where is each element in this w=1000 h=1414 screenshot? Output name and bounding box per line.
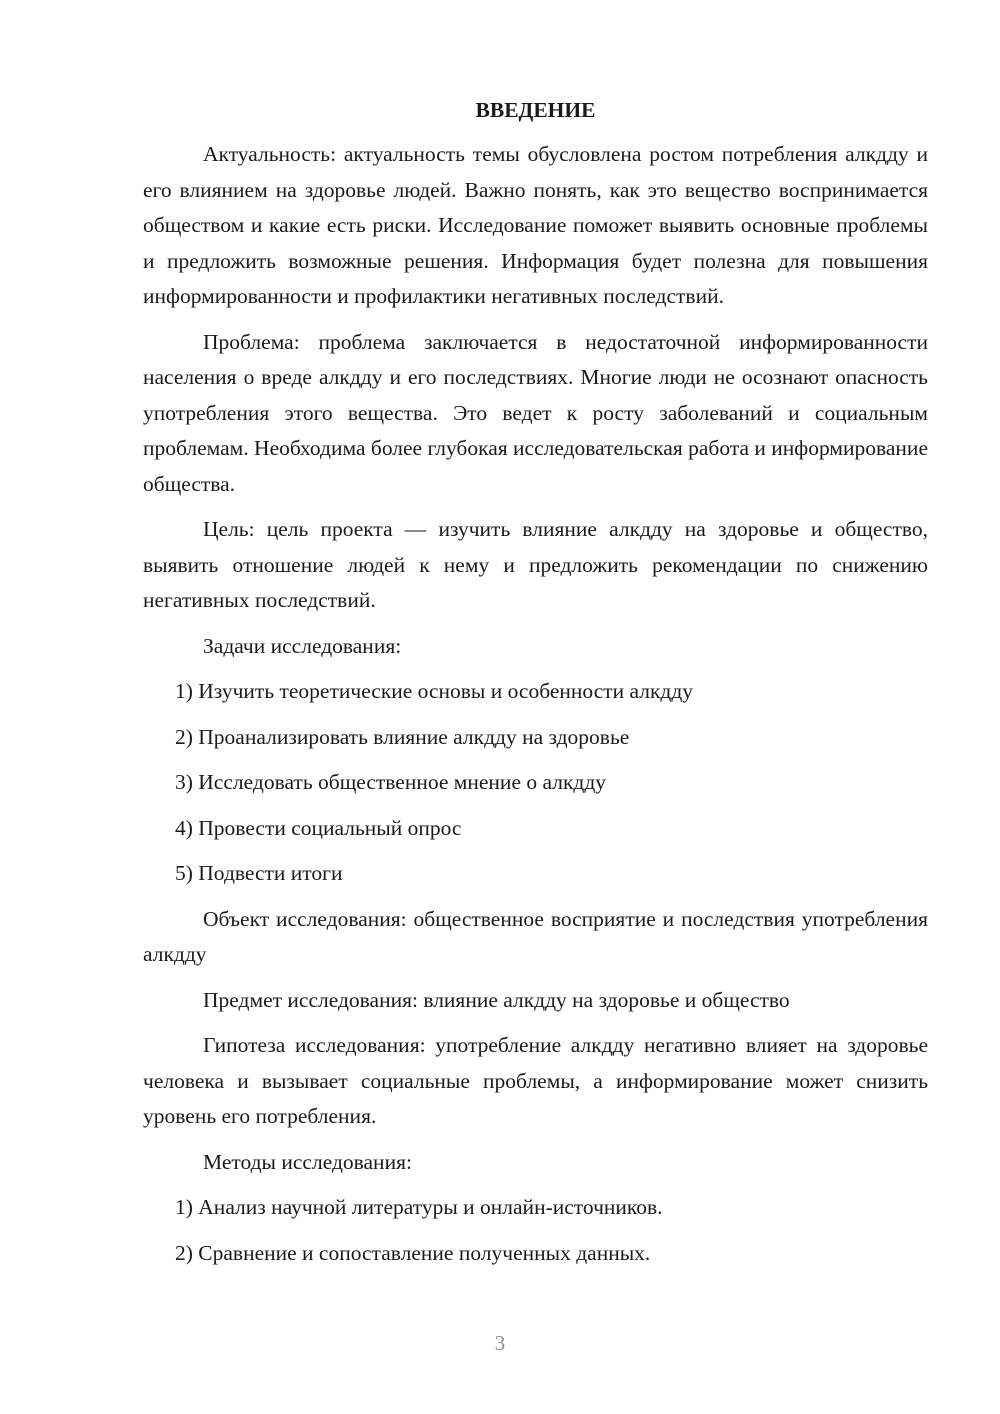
methods-heading: Методы исследования:: [203, 1149, 412, 1174]
list-item: 5) Подвести итоги: [175, 861, 343, 885]
document-page: [143, 95, 928, 1281]
tasks-heading: Задачи исследования:: [203, 633, 402, 658]
relevance-paragraph: Актуальность: актуальность темы обусловлена ростом потребления алкдду и его влиянием на здоровье людей. Важно понять, как это вещество воспринимается обществом и какие есть риски. Исследование поможет выявить основные проблемы и предложить возможные решения. Информация будет полезна для повышения информированности и профилактики негативных последствий.: [143, 142, 928, 308]
page-number: 3: [494, 1331, 506, 1355]
hypothesis-paragraph: Гипотеза исследования: употребление алкдду негативно влияет на здоровье человека и вызывает социальные проблемы, а информирование может снизить уровень его потребления.: [143, 1033, 928, 1128]
list-item: 1) Анализ научной литературы и онлайн-источников.: [175, 1195, 663, 1219]
object-paragraph: Объект исследования: общественное восприятие и последствия употребления алкдду: [143, 906, 928, 966]
tasks-list: [143, 674, 928, 892]
problem-paragraph: Проблема: проблема заключается в недостаточной информированности населения о вреде алкдду и его последствиях. Многие люди не осознают опасность употребления этого вещества. Это ведет к росту заболеваний и социальным проблемам. Необходима более глубокая исследовательская работа и информирование общества.: [143, 329, 928, 496]
section-title: ВВЕДЕНИЕ: [475, 98, 596, 122]
methods-list: [143, 1190, 928, 1271]
list-item: 3) Исследовать общественное мнение о алкдду: [175, 770, 607, 794]
list-item: 4) Провести социальный опрос: [175, 815, 462, 840]
list-item: 2) Проанализировать влияние алкдду на здоровье: [175, 724, 630, 749]
list-item: 2) Сравнение и сопоставление полученных данных.: [175, 1240, 651, 1265]
list-item: 1) Изучить теоретические основы и особенности алкдду: [175, 679, 694, 703]
goal-paragraph: Цель: цель проекта — изучить влияние алкдду на здоровье и общество, выявить отношение людей к нему и предложить рекомендации по снижению негативных последствий.: [143, 517, 928, 612]
subject-paragraph: Предмет исследования: влияние алкдду на здоровье и общество: [203, 987, 790, 1012]
